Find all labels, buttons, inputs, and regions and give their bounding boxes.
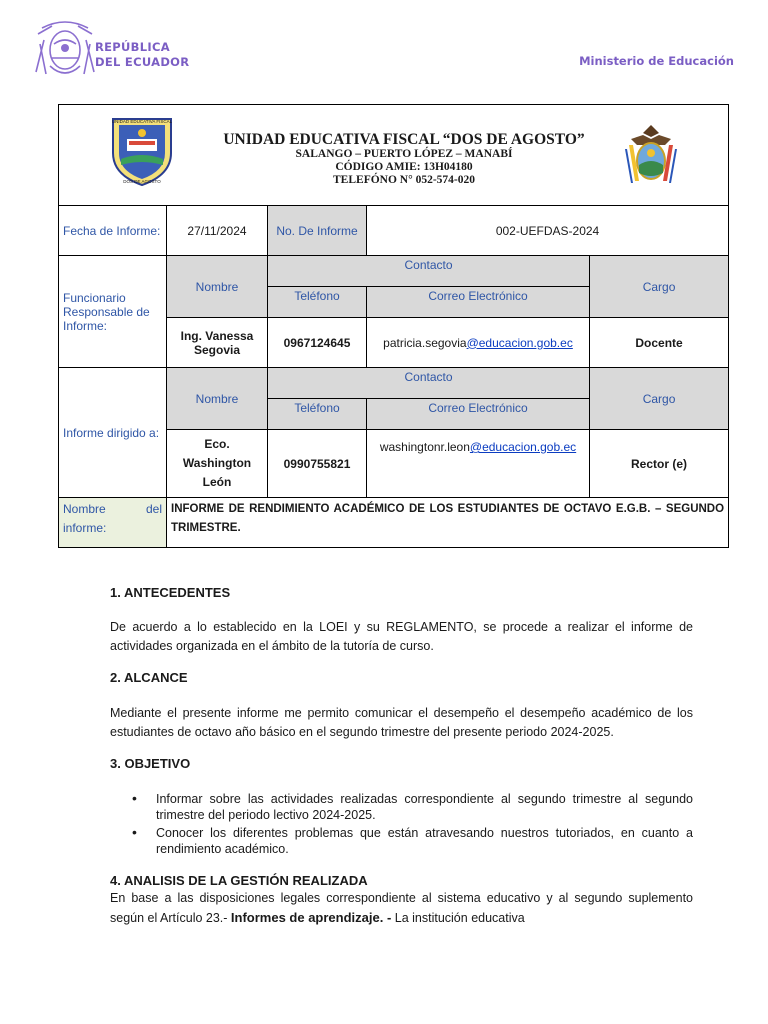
republica-del-ecuador-text: REPÚBLICA DEL ECUADOR — [95, 40, 190, 69]
responsible-email — [367, 318, 590, 368]
report-number-value: 002-UEFDAS-2024 — [367, 206, 729, 256]
addressee-correo-header: Correo Electrónico — [367, 399, 590, 430]
report-name-row — [59, 498, 729, 548]
objetivo-bullet-list — [130, 791, 693, 859]
school-header-row — [59, 105, 729, 206]
date-value: 27/11/2024 — [167, 206, 268, 256]
addressee-label — [59, 368, 167, 498]
ecuador-coat-of-arms-icon — [625, 123, 677, 189]
ministerio-de-educacion-text: Ministerio de Educación — [579, 54, 734, 68]
section-antecedentes-text: De acuerdo a lo establecido en la LOEI y su REGLAMENTO, se procede a realizar el informe de actividades organizada en el ámbito de la tutoría de curso. — [110, 620, 693, 653]
addressee-header-row-1 — [59, 368, 729, 399]
responsible-cargo: Docente — [590, 318, 729, 368]
analisis-text-post: La institución educativa — [391, 911, 525, 925]
section-alcance-title: 2. ALCANCE — [110, 670, 188, 685]
responsible-phone: 0967124645 — [268, 318, 367, 368]
addressee-phone: 0990755821 — [268, 430, 367, 498]
addressee-nombre-header: Nombre — [167, 368, 268, 430]
responsible-cargo-header: Cargo — [590, 256, 729, 318]
addressee-email — [367, 430, 590, 498]
responsible-name: Ing. Vanessa Segovia — [167, 318, 268, 368]
analisis-text-pre: En base a las disposiciones legales correspondiente al sistema educativo y al segundo suplemento según el Artículo 23.- — [110, 891, 693, 925]
responsible-contacto-header: Contacto — [268, 256, 590, 287]
section-analisis-text — [110, 889, 693, 928]
addressee-telefono-header: Teléfono — [268, 399, 367, 430]
responsible-nombre-header: Nombre — [167, 256, 268, 318]
responsible-telefono-header: Teléfono — [268, 287, 367, 318]
school-amie-code: CÓDIGO AMIE: 13H04180 — [335, 161, 473, 173]
school-title-block — [209, 131, 599, 187]
responsible-header-row-1 — [59, 256, 729, 287]
responsible-email-user: patricia.segovia — [383, 335, 467, 350]
svg-text:UNIDAD EDUCATIVA FISCAL: UNIDAD EDUCATIVA FISCAL — [111, 119, 173, 124]
addressee-email-user: washingtonr.leon — [379, 440, 470, 454]
svg-text:DOS DE AGOSTO: DOS DE AGOSTO — [123, 179, 161, 184]
report-header-table — [58, 104, 729, 548]
school-phone: TELEFÓNO N° 052-574-020 — [333, 174, 475, 186]
section-antecedentes-title: 1. ANTECEDENTES — [110, 585, 231, 600]
responsible-label — [59, 256, 167, 368]
report-date-number-row — [59, 206, 729, 256]
section-alcance-text: Mediante el presente informe me permito comunicar el desempeño el desempeño académico de los estudiantes de octavo año básico en el segundo trimestre del presente periodo 2024-2025. — [110, 706, 693, 739]
section-objetivo-title: 3. OBJETIVO — [110, 756, 191, 771]
addressee-label-text: Informe dirigido a: — [63, 425, 160, 440]
date-label: Fecha de Informe: — [59, 206, 167, 256]
republica-coat-of-arms-logo — [34, 14, 96, 84]
addressee-cargo: Rector (e) — [590, 430, 729, 498]
addressee-email-link[interactable]: @educacion.gob.ec — [469, 440, 577, 454]
school-name: UNIDAD EDUCATIVA FISCAL “DOS DE AGOSTO” — [223, 131, 585, 148]
school-shield-logo — [107, 113, 177, 187]
addressee-contacto-header: Contacto — [268, 368, 590, 399]
report-number-label: No. De Informe — [268, 206, 367, 256]
section-analisis-title: 4. ANALISIS DE LA GESTIÓN REALIZADA — [110, 873, 368, 888]
addressee-cargo-header: Cargo — [590, 368, 729, 430]
responsible-label-text: Funcionario Responsable de Informe: — [63, 290, 150, 333]
responsible-correo-header: Correo Electrónico — [367, 287, 590, 318]
school-location: SALANGO – PUERTO LÓPEZ – MANABÍ — [295, 148, 513, 160]
addressee-name: Eco. Washington León — [167, 430, 268, 498]
report-name-label: Nombre del informe: — [59, 498, 167, 548]
analisis-text-bold: Informes de aprendizaje. - — [230, 910, 392, 925]
responsible-email-link[interactable]: @educacion.gob.ec — [466, 335, 573, 350]
objetivo-bullet-item: • Informar sobre las actividades realizadas correspondiente al segundo trimestre al segundo trimestre del periodo lectivo 2024-2025. — [130, 791, 693, 823]
objetivo-bullet-item: • Conocer los diferentes problemas que están atravesando nuestros tutoriados, en cuanto a rendimiento académico. — [130, 825, 693, 857]
report-name-value: INFORME DE RENDIMIENTO ACADÉMICO DE LOS ESTUDIANTES DE OCTAVO E.G.B. – SEGUNDO TRIMESTRE. — [167, 498, 729, 548]
